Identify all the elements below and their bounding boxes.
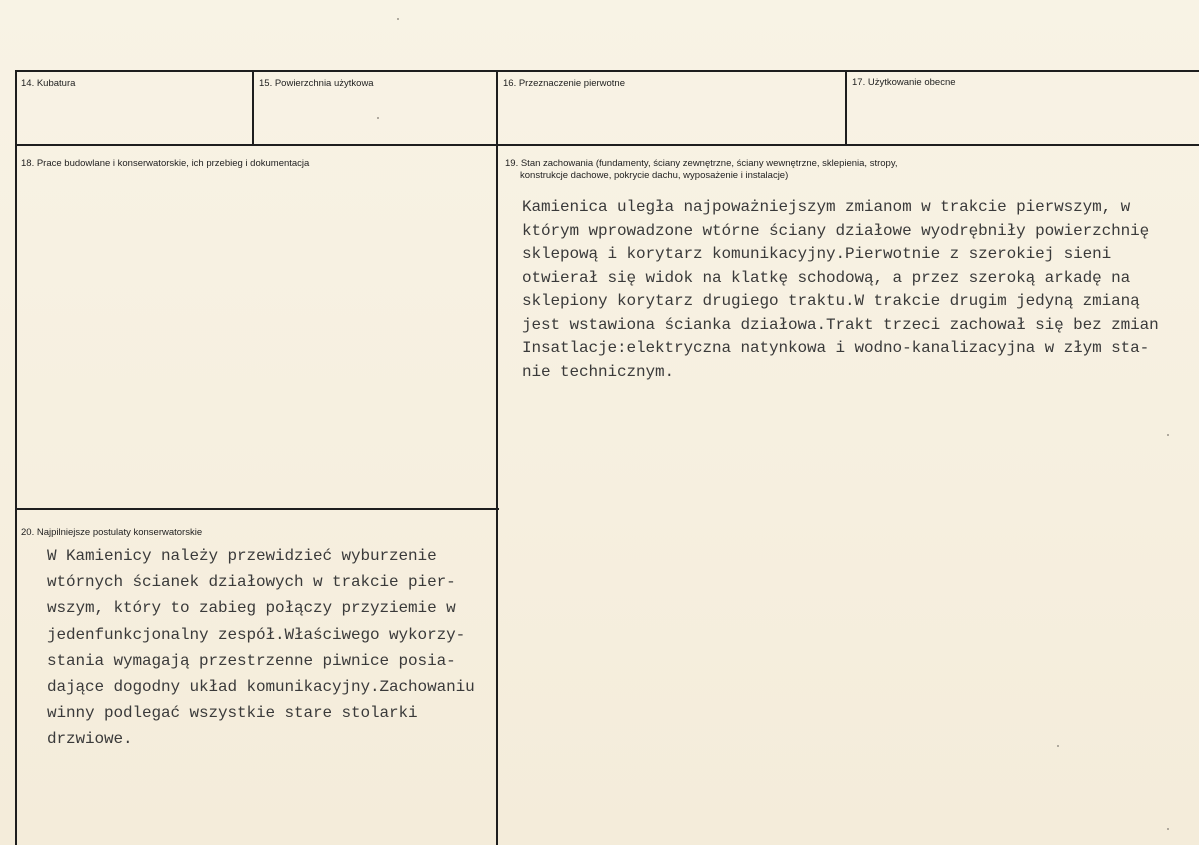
text-line: winny podlegać wszystkie stare stolarki <box>47 704 418 723</box>
text-line: otwierał się widok na klatkę schodową, a przez szeroką arkadę na <box>522 268 1131 287</box>
paper-speck <box>377 117 379 119</box>
paper-speck <box>1167 828 1169 830</box>
top-rule <box>15 70 1199 72</box>
stan-label-line1: 19. Stan zachowania (fundamenty, ściany zewnętrzne, ściany wewnętrzne, sklepienia, stropy, <box>505 158 898 169</box>
text-line: sklepową i korytarz komunikacyjny.Pierwotnie z szerokiej sieni <box>522 245 1112 263</box>
text-line: drzwiowe. <box>47 730 133 749</box>
przeznaczenie-label: 16. Przeznaczenie pierwotne <box>503 78 625 89</box>
text-line: W Kamienicy należy przewidzieć wyburzenie <box>47 547 437 565</box>
row-divider-1 <box>15 144 1199 146</box>
text-line: dające dogodny układ komunikacyjny.Zachowaniu <box>47 677 475 696</box>
postulaty-label: 20. Najpilniejsze postulaty konserwatorskie <box>21 527 203 538</box>
stan-typed-text <box>522 196 1159 384</box>
text-line: wtórnych ścianek działowych w trakcie pier- <box>47 573 456 592</box>
text-line: jest wstawiona ścianka działowa.Trakt trzeci zachował się bez zmian <box>522 315 1159 334</box>
paper-speck <box>1057 745 1059 747</box>
text-line: sklepiony korytarz drugiego traktu.W trakcie drugim jedyną zmianą <box>522 292 1140 310</box>
left-border <box>15 70 17 845</box>
powierzchnia-label: 15. Powierzchnia użytkowa <box>259 78 374 89</box>
text-line: jedenfunkcjonalny zespół.Właściwego wykorzy- <box>47 625 466 644</box>
text-line: którym wprowadzone wtórne ściany działowe wyodrębniły powierzchnię <box>522 221 1150 240</box>
text-line: Kamienica uległa najpoważniejszym zmianom w trakcie pierwszym, w <box>522 198 1131 216</box>
text-line: wszym, który to zabieg połączy przyziemie w <box>47 599 456 618</box>
paper-speck <box>397 18 399 20</box>
kubatura-label: 14. Kubatura <box>21 78 76 89</box>
col-divider-2 <box>496 70 498 845</box>
paper-speck <box>1167 434 1169 436</box>
text-line: Insatlacje:elektryczna natynkowa i wodno-kanalizacyjna w złym sta- <box>522 339 1150 357</box>
text-line: stania wymagają przestrzenne piwnice posia- <box>47 651 456 670</box>
stan-label-line2: konstrukcje dachowe, pokrycie dachu, wyposażenie i instalacje) <box>520 170 789 181</box>
uzytkowanie-label: 17. Użytkowanie obecne <box>852 77 956 88</box>
col-divider-3 <box>845 70 847 146</box>
row-divider-2 <box>15 508 499 510</box>
prace-label: 18. Prace budowlane i konserwatorskie, ich przebieg i dokumentacja <box>21 158 310 169</box>
col-divider-1 <box>252 70 254 146</box>
postulaty-typed-text <box>47 543 475 753</box>
text-line: nie technicznym. <box>522 362 675 381</box>
